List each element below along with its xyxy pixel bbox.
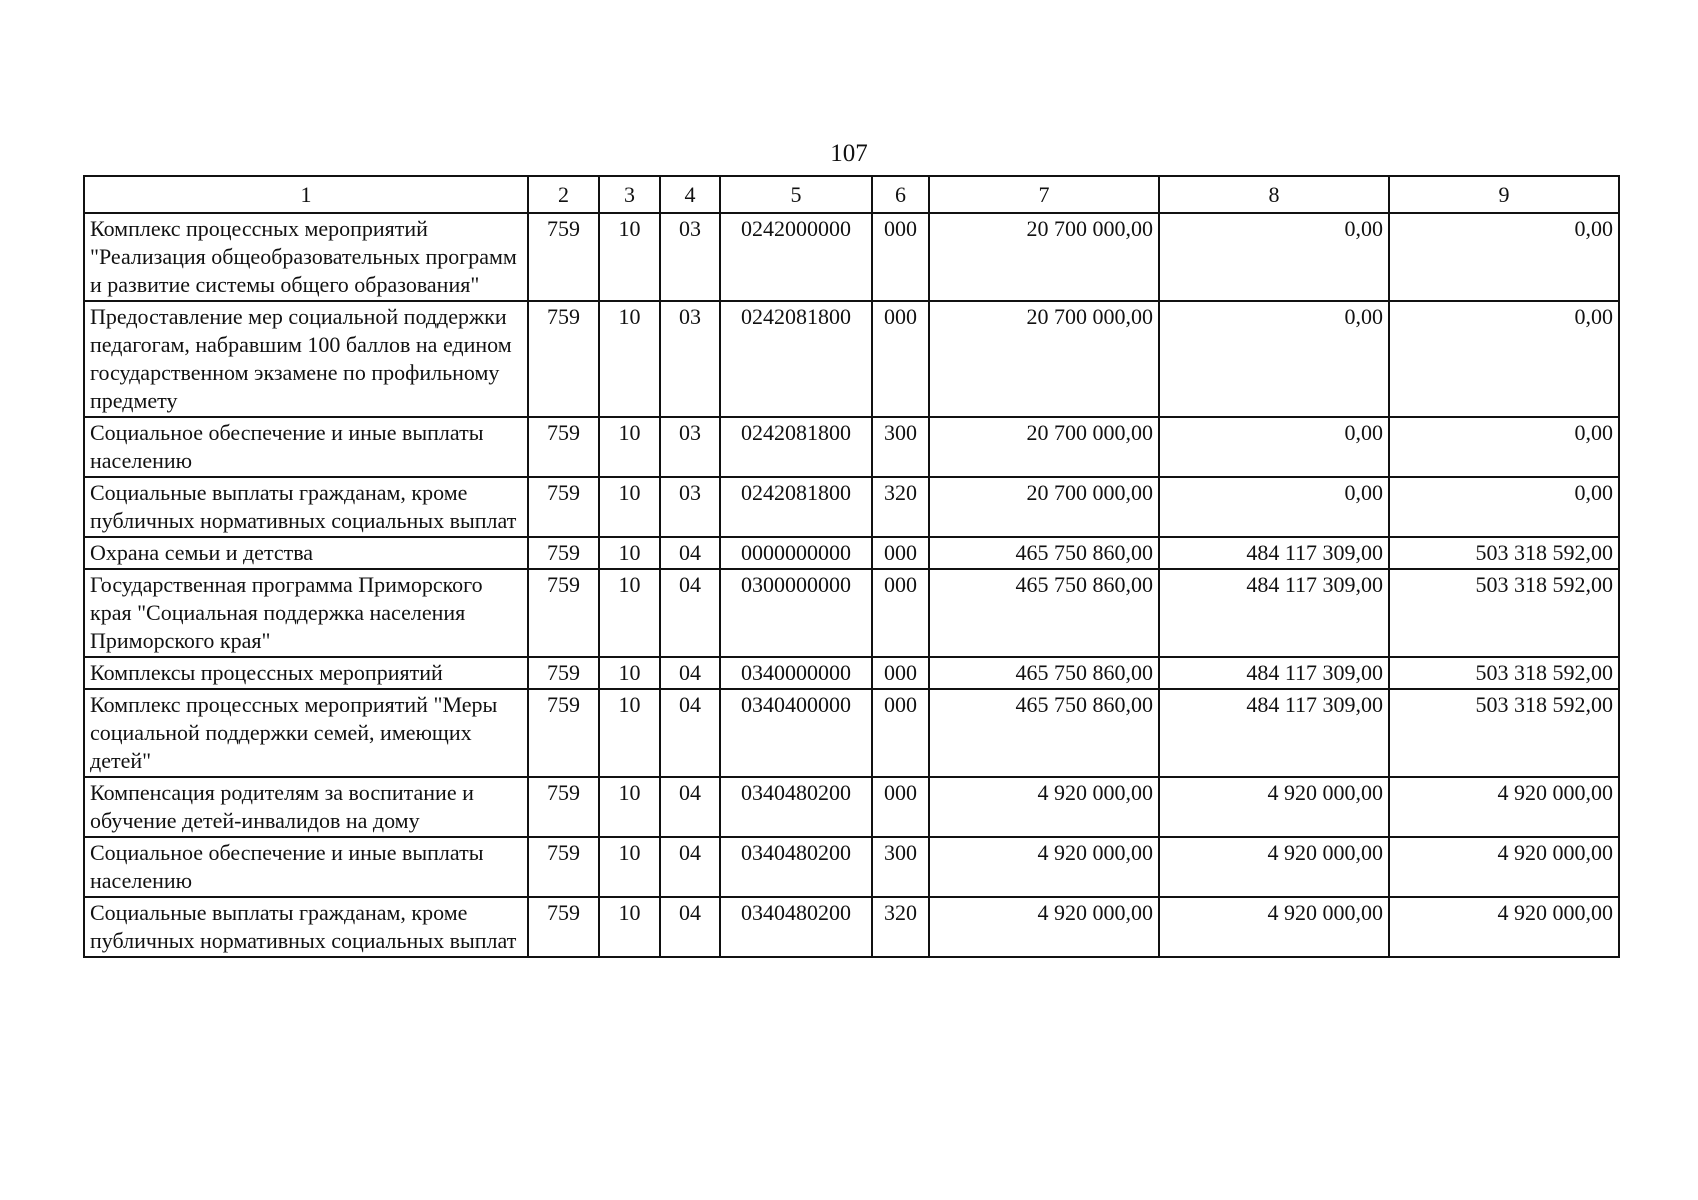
row-col-5: 0000000000 [720,537,872,569]
row-col-8: 484 117 309,00 [1159,657,1389,689]
row-col-4: 04 [660,657,720,689]
row-col-9: 4 920 000,00 [1389,837,1619,897]
table-row [84,537,1619,569]
row-col-9: 0,00 [1389,213,1619,301]
row-col-5: 0242000000 [720,213,872,301]
header-cell-8: 8 [1159,176,1389,213]
row-col-2: 759 [528,657,599,689]
row-col-4: 04 [660,837,720,897]
header-row [84,176,1619,213]
row-col-5: 0340480200 [720,897,872,957]
row-col-4: 03 [660,301,720,417]
row-col-9: 503 318 592,00 [1389,537,1619,569]
row-col-7: 20 700 000,00 [929,301,1159,417]
header-cell-7: 7 [929,176,1159,213]
row-col-6: 300 [872,417,929,477]
row-col-7: 465 750 860,00 [929,569,1159,657]
row-col-4: 04 [660,569,720,657]
header-cell-6: 6 [872,176,929,213]
row-col-9: 503 318 592,00 [1389,569,1619,657]
row-col-6: 000 [872,537,929,569]
row-col-4: 03 [660,213,720,301]
header-cell-4: 4 [660,176,720,213]
row-col-3: 10 [599,837,660,897]
row-col-8: 4 920 000,00 [1159,777,1389,837]
row-col-9: 503 318 592,00 [1389,657,1619,689]
row-col-8: 0,00 [1159,213,1389,301]
table-row [84,417,1619,477]
row-name: Комплекс процессных мероприятий "Реализация общеобразовательных программ и развитие системы общего образования" [84,213,528,301]
row-col-5: 0242081800 [720,301,872,417]
row-col-3: 10 [599,477,660,537]
row-col-4: 04 [660,777,720,837]
row-name: Охрана семьи и детства [84,537,528,569]
row-name: Социальные выплаты гражданам, кроме публичных нормативных социальных выплат [84,477,528,537]
table-row [84,689,1619,777]
row-col-4: 04 [660,537,720,569]
row-col-6: 320 [872,477,929,537]
row-col-3: 10 [599,777,660,837]
row-col-2: 759 [528,569,599,657]
table-row [84,657,1619,689]
row-name: Комплексы процессных мероприятий [84,657,528,689]
row-col-2: 759 [528,897,599,957]
row-col-6: 320 [872,897,929,957]
row-col-6: 000 [872,213,929,301]
row-col-6: 300 [872,837,929,897]
header-cell-5: 5 [720,176,872,213]
row-col-7: 4 920 000,00 [929,777,1159,837]
row-col-5: 0340480200 [720,837,872,897]
row-col-8: 484 117 309,00 [1159,689,1389,777]
row-name: Компенсация родителям за воспитание и обучение детей-инвалидов на дому [84,777,528,837]
header-cell-2: 2 [528,176,599,213]
row-col-3: 10 [599,537,660,569]
row-col-9: 4 920 000,00 [1389,777,1619,837]
row-col-6: 000 [872,569,929,657]
table-body [84,213,1619,957]
row-col-4: 03 [660,477,720,537]
row-col-9: 503 318 592,00 [1389,689,1619,777]
row-col-2: 759 [528,777,599,837]
row-col-3: 10 [599,689,660,777]
row-name: Государственная программа Приморского края "Социальная поддержка населения Приморского края" [84,569,528,657]
row-col-3: 10 [599,897,660,957]
table-row [84,569,1619,657]
row-col-3: 10 [599,657,660,689]
row-col-8: 0,00 [1159,301,1389,417]
table-header [84,176,1619,213]
row-col-5: 0340000000 [720,657,872,689]
table-row [84,301,1619,417]
row-col-2: 759 [528,417,599,477]
row-col-7: 20 700 000,00 [929,477,1159,537]
row-col-2: 759 [528,837,599,897]
row-name: Комплекс процессных мероприятий "Меры социальной поддержки семей, имеющих детей" [84,689,528,777]
row-col-7: 20 700 000,00 [929,417,1159,477]
row-col-9: 4 920 000,00 [1389,897,1619,957]
row-col-6: 000 [872,657,929,689]
row-col-6: 000 [872,777,929,837]
row-col-8: 0,00 [1159,477,1389,537]
header-cell-3: 3 [599,176,660,213]
table-row [84,777,1619,837]
row-name: Социальные выплаты гражданам, кроме публичных нормативных социальных выплат [84,897,528,957]
row-name: Предоставление мер социальной поддержки педагогам, набравшим 100 баллов на едином государственном экзамене по профильному предмету [84,301,528,417]
row-col-2: 759 [528,213,599,301]
table-row [84,213,1619,301]
row-col-9: 0,00 [1389,417,1619,477]
row-col-2: 759 [528,477,599,537]
budget-table [83,175,1620,958]
row-col-8: 484 117 309,00 [1159,537,1389,569]
row-col-6: 000 [872,689,929,777]
row-col-8: 4 920 000,00 [1159,897,1389,957]
row-col-2: 759 [528,301,599,417]
row-col-7: 465 750 860,00 [929,657,1159,689]
row-col-2: 759 [528,537,599,569]
row-col-8: 0,00 [1159,417,1389,477]
row-col-9: 0,00 [1389,301,1619,417]
row-col-7: 20 700 000,00 [929,213,1159,301]
row-name: Социальное обеспечение и иные выплаты населению [84,417,528,477]
row-col-8: 4 920 000,00 [1159,837,1389,897]
row-col-7: 465 750 860,00 [929,537,1159,569]
row-col-5: 0340400000 [720,689,872,777]
table-row [84,897,1619,957]
page-number: 107 [830,140,868,167]
row-col-5: 0242081800 [720,417,872,477]
row-col-5: 0340480200 [720,777,872,837]
row-col-4: 03 [660,417,720,477]
row-col-9: 0,00 [1389,477,1619,537]
row-col-2: 759 [528,689,599,777]
row-col-3: 10 [599,417,660,477]
row-col-3: 10 [599,569,660,657]
row-col-7: 4 920 000,00 [929,897,1159,957]
table-row [84,837,1619,897]
row-col-3: 10 [599,213,660,301]
header-cell-9: 9 [1389,176,1619,213]
row-col-5: 0242081800 [720,477,872,537]
header-cell-1: 1 [84,176,528,213]
row-col-4: 04 [660,897,720,957]
row-name: Социальное обеспечение и иные выплаты населению [84,837,528,897]
row-col-4: 04 [660,689,720,777]
table-row [84,477,1619,537]
row-col-7: 465 750 860,00 [929,689,1159,777]
row-col-3: 10 [599,301,660,417]
row-col-8: 484 117 309,00 [1159,569,1389,657]
row-col-6: 000 [872,301,929,417]
row-col-5: 0300000000 [720,569,872,657]
row-col-7: 4 920 000,00 [929,837,1159,897]
